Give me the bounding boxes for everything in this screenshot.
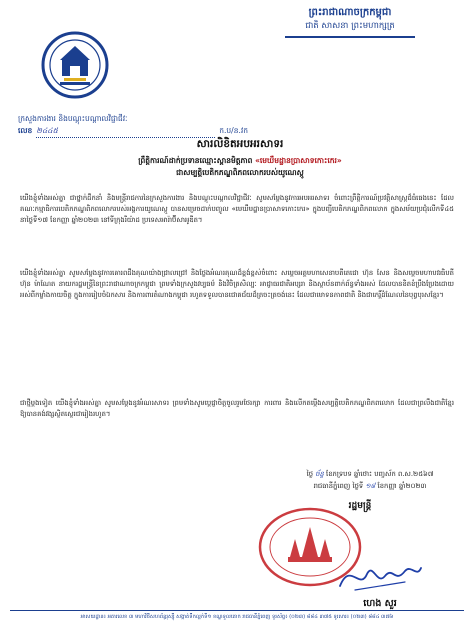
solar-date: រាជធានីភ្នំពេញ ថ្ងៃទី ១៨ ខែកញ្ញា ឆ្នាំ២០២៣: [313, 482, 427, 490]
signatory-name: ហេង សួរ: [363, 598, 397, 609]
signatory-title: រដ្ឋមន្ត្រី: [348, 501, 372, 511]
date-block: [270, 468, 470, 492]
ministry-name: ក្រសួងការងារ និងបណ្តុះបណ្តាលវិជ្ជាជីវៈ: [18, 114, 128, 123]
subject-line-2: ជាសម្បត្តិបេតិកភណ្ឌពិភពលោករបស់យូណេស្កូ: [176, 168, 304, 177]
lunar-date: ថ្ងៃ ច័ន្ទ ខែភទ្របទ ឆ្នាំថោះ បញ្ចស័ក ព.ស.២៥៦៧: [306, 470, 434, 478]
kingdom-header: [250, 6, 450, 38]
lunar-weekday: ច័ន្ទ: [315, 470, 324, 478]
paragraph-3: ជាថ្មីម្តងទៀត យើងខ្ញុំទាំងអស់គ្នា សូមសម្តែងនូវអំណរសាទរ ព្រមទាំងសូមប្តេជ្ញាចិត្តចូលរួមថែរក្សា ការពារ និងលើកតម្កើងសម្បត្តិបេតិកភណ្ឌពិភពលោក ដែលជាព្រលឹងជាតិខ្មែរ ឱ្យបានគង់វង្សស្ថិតស្ថេរជារៀងរហូត។: [20, 399, 454, 418]
solar-day: ១៨: [365, 482, 376, 490]
paragraph-1: យើងខ្ញុំទាំងអស់គ្នា ជាថ្នាក់ដឹកនាំ និងមន្ត្រីរាជការនៃក្រសួងការងារ និងបណ្តុះបណ្តាលវិជ្ជាជីវៈ សូមសម្តែងនូវការអបអរសាទរ ចំពោះព្រឹត្តិការណ៍ប្រវត្តិសាស្ត្រដ៏ធំធេងនេះ ដែលគណៈកម្មាធិការបេតិកភណ្ឌពិភពលោករបស់អង្គការយូណេស្កូ បានសម្រេចដាក់បញ្ចូល «មេឃឹមដ្ឋានប្រាសាទកោះកេរ» ក្នុងបញ្ជីបេតិកភណ្ឌពិភពលោក ក្នុងសម័យប្រជុំលើកទី៤៥ នាថ្ងៃទី១៧ ខែកញ្ញា ឆ្នាំ២០២៣ នៅទីក្រុងរីយ៉ាដ ប្រទេសអារ៉ាប៊ីសាអូឌីត។: [20, 194, 454, 224]
letter-number-label: លេខ: [18, 126, 33, 135]
subject-line-1: ព្រឹត្តិការណ៍ដាក់ប្រទានឈ្មោះស្ពានមិត្តភាព «មេឃឹមដ្ឋានប្រាសាទកោះកេរ»: [138, 156, 342, 165]
letter-number-value: ២៤៤៥: [36, 126, 215, 138]
kingdom-title: ព្រះរាជាណាចក្រកម្ពុជា: [308, 7, 392, 18]
paragraph-2: យើងខ្ញុំទាំងអស់គ្នា សូមសម្តែងនូវការគោរពដឹងគុណយ៉ាងជ្រាលជ្រៅ និងថ្លែងអំណរគុណដ៏ខ្ពង់ខ្ពស់ចំពោះ សម្តេចអគ្គមហាសេនាបតីតេជោ ហ៊ុន សែន និងសម្តេចមហាបវរធិបតី ហ៊ុន ម៉ាណែត នាយករដ្ឋមន្ត្រីនៃព្រះរាជាណាចក្រកម្ពុជា ព្រមទាំងក្រសួងវប្បធម៌ និងវិចិត្រសិល្បៈ អាជ្ញាធរជាតិអប្សរា និងស្ថាប័នពាក់ព័ន្ធទាំងអស់ ដែលបានខិតខំប្រឹងប្រែងដោយអស់ពីកម្លាំងកាយចិត្ត ក្នុងការរៀបចំឯកសារ និងការពារតំណាងកម្ពុជា រហូតទទួលបានជោគជ័យដ៏ត្រចះត្រចង់នេះ ដែលជាមោទនភាពជាតិ និងជាកេរ្តិ៍ដំណែលនៃបុព្វបុរសខ្មែរ។: [20, 269, 454, 299]
footer-divider: [10, 610, 464, 611]
subject-highlight: «មេឃឹមដ្ឋានប្រាសាទកោះកេរ»: [255, 156, 342, 165]
footer-address: អាសយដ្ឋាន៖ អគារលេខ ៣ មហាវិថីសហព័ន្ធរុស្ស៊ី សង្កាត់ទឹកល្អក់ទី១ ខណ្ឌទួលគោក រាជធានីភ្នំពេញ ទូរស័ព្ទ៖ (០២៣) ៨៨៤ ៣៧៥ ទូរសារ៖ (០២៣) ៨៨៤ ៣៧៦: [80, 614, 394, 620]
kingdom-motto: ជាតិ សាសនា ព្រះមហាក្សត្រ: [305, 21, 395, 31]
document-title: សារលិខិតអបអរសាទរ: [196, 138, 284, 150]
header-divider: [285, 36, 415, 38]
signature-icon: [335, 556, 425, 596]
letter-number-suffix: ក.ប/ន.វក: [219, 126, 248, 135]
subject-block: [30, 155, 450, 179]
ministry-logo-icon: [40, 30, 110, 100]
letter-number-row: [18, 126, 248, 138]
